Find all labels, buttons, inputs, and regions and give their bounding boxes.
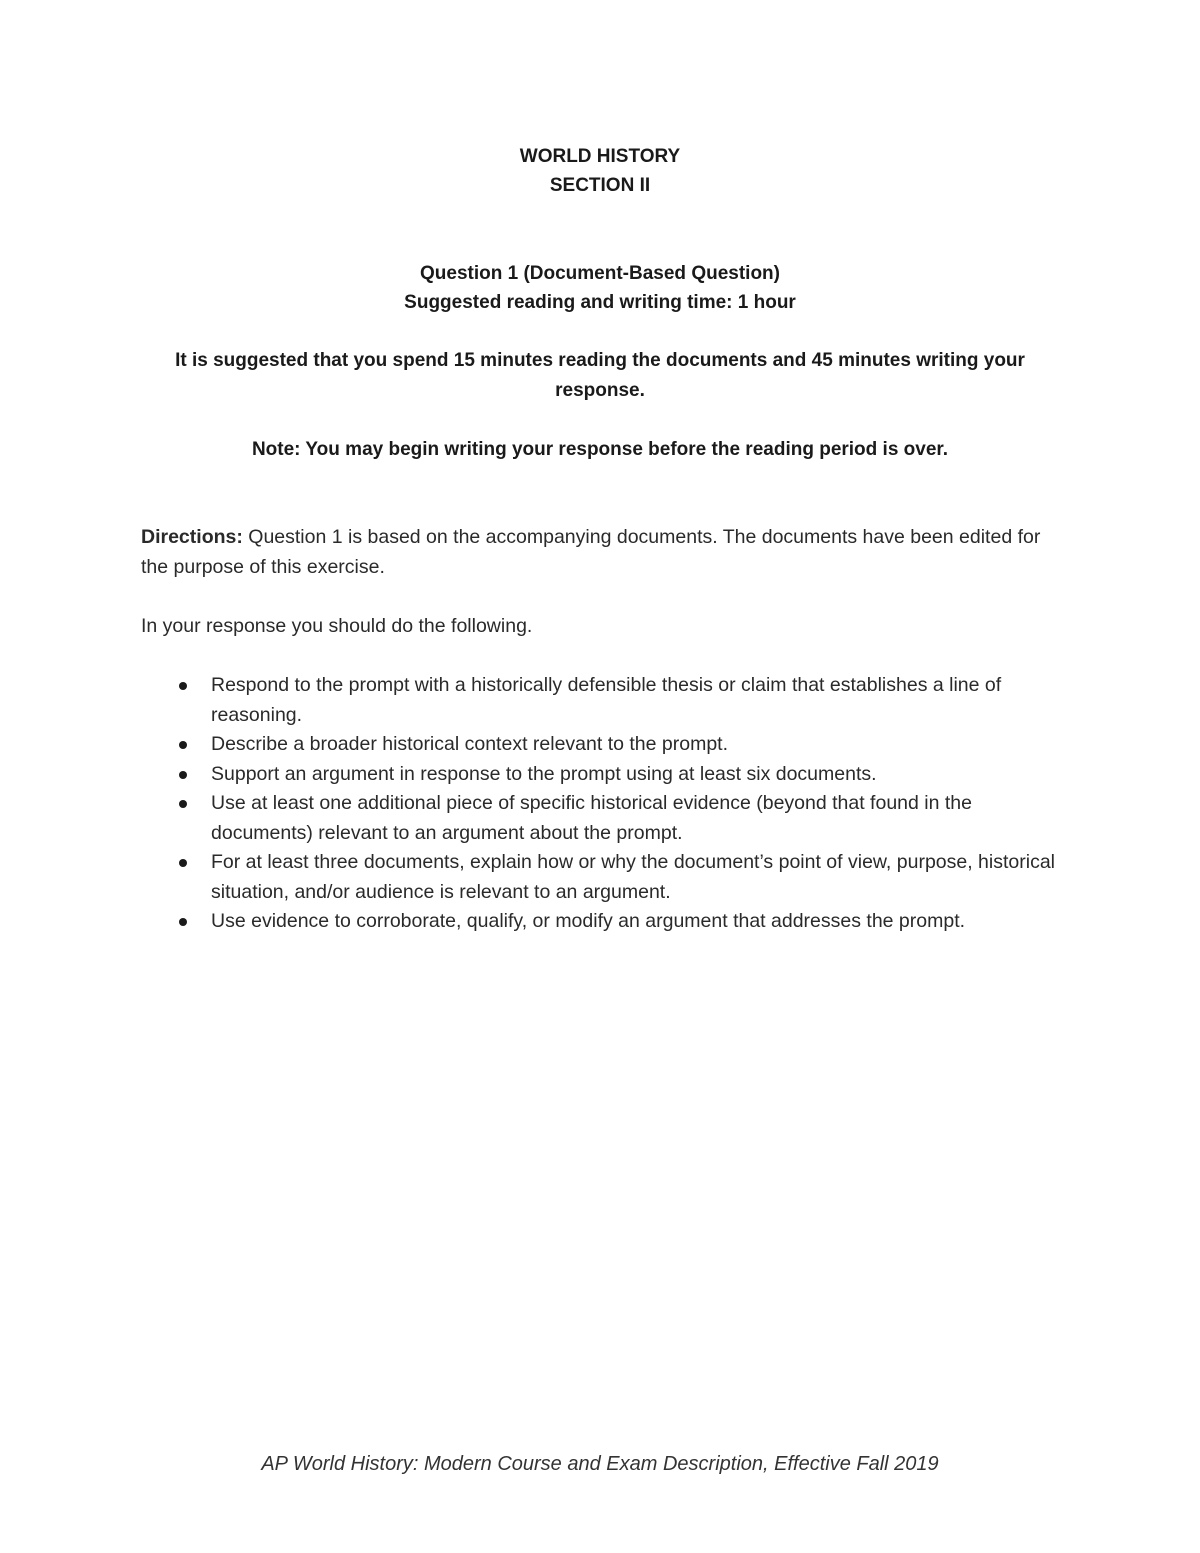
list-item-text: Use at least one additional piece of specific historical evidence (beyond that found in the documents) relevant to an argument about the prompt. xyxy=(211,792,972,844)
list-item xyxy=(141,848,1071,907)
directions-paragraph xyxy=(141,523,1061,582)
suggestion-text: It is suggested that you spend 15 minutes reading the documents and 45 minutes writing your response. xyxy=(175,350,1025,401)
list-item-text: For at least three documents, explain how or why the document’s point of view, purpose, historical situation, and/or audience is relevant to an argument. xyxy=(211,851,1056,903)
list-item xyxy=(141,730,1071,760)
header-section: SECTION II xyxy=(549,175,651,196)
bullet-icon xyxy=(179,741,187,749)
bullet-icon xyxy=(179,859,187,867)
intro-text: In your response you should do the following. xyxy=(141,615,533,637)
header-title: WORLD HISTORY xyxy=(519,146,681,167)
list-item-text: Respond to the prompt with a historically defensible thesis or claim that establishes a line of reasoning. xyxy=(211,674,1002,726)
question-header xyxy=(0,259,1200,317)
directions-text: Question 1 is based on the accompanying documents. The documents have been edited for the purpose of this exercise. xyxy=(141,526,1041,578)
requirements-list xyxy=(141,671,1071,937)
bullet-icon xyxy=(179,800,187,808)
list-item-text: Describe a broader historical context relevant to the prompt. xyxy=(211,733,729,755)
list-item xyxy=(141,671,1071,730)
bullet-icon xyxy=(179,771,187,779)
directions-label: Directions: xyxy=(141,526,243,548)
list-item xyxy=(141,789,1071,848)
list-item-text: Use evidence to corroborate, qualify, or modify an argument that addresses the prompt. xyxy=(211,910,966,932)
note-text: Note: You may begin writing your response before the reading period is over. xyxy=(251,439,949,460)
page-footer: AP World History: Modern Course and Exam Description, Effective Fall 2019 xyxy=(261,1453,939,1475)
bullet-icon xyxy=(179,682,187,690)
section-header xyxy=(0,142,1200,200)
list-item xyxy=(141,760,1071,790)
list-item xyxy=(141,907,1071,937)
question-title: Question 1 (Document-Based Question) xyxy=(420,263,780,284)
bullet-icon xyxy=(179,918,187,926)
question-time: Suggested reading and writing time: 1 hour xyxy=(404,292,796,313)
list-item-text: Support an argument in response to the prompt using at least six documents. xyxy=(211,762,877,785)
